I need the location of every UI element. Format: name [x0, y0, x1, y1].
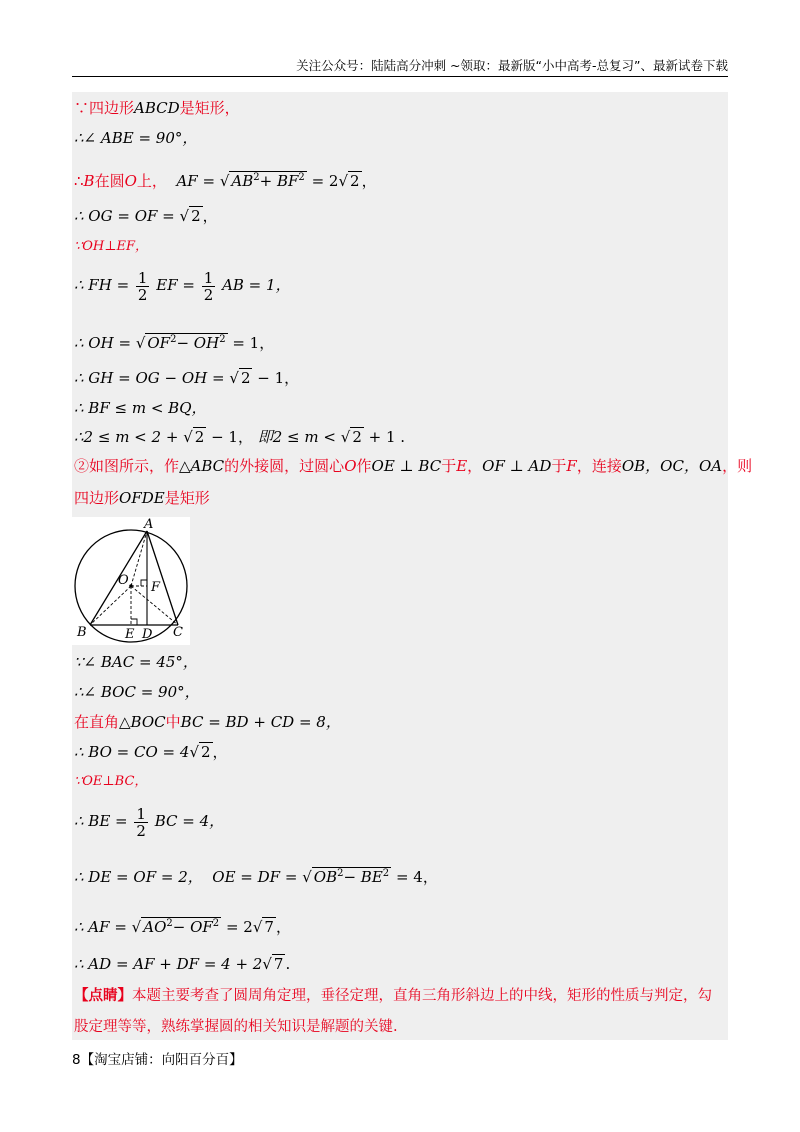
line-18: ∴ BE = $\frac{1}{2}$ BC = 4，: [74, 804, 225, 840]
line-19: ∴ DE = OF = 2， OE = DF = √ $OB^2- BE^2 = 4$，: [74, 868, 438, 886]
header-rule: [72, 76, 728, 77]
line-16: ∴ BO = CO = 4√ 2 ，: [74, 743, 228, 761]
line-10: ∴2 ≤ m < 2 + √ 2 − 1， 即2 ≤ m < √ 2 + 1 .: [74, 428, 406, 446]
label-D: D: [142, 627, 153, 642]
line-11: ②如图所示，作△ABC的外接圆，过圆心O作OE ⊥ BC于E，OF ⊥ AD于F，连接OB，OC，OA，则: [74, 457, 753, 475]
line-9: ∴ BF ≤ m < BQ，: [74, 399, 207, 417]
line-4: ∴ OG = OF = √ 2 ，: [74, 207, 218, 225]
comment-paragraph: [74, 980, 726, 1043]
comment-text: 本题主要考查了圆周角定理，垂径定理，直角三角形斜边上的中线，矩形的性质与判定，勾股定理等等，熟练掌握圆的相关知识是解题的关键.: [74, 988, 712, 1035]
line-1: ∵四边形ABCD是矩形，: [74, 99, 240, 117]
line-15: 在直角△BOC中BC = BD + CD = 8，: [74, 713, 341, 731]
line-8: ∴ GH = OG − OH = √ 2 − 1，: [74, 369, 300, 387]
line-20: ∴ AF = √ $AO^2- OF^2 = 2√$ 7 ，: [74, 918, 291, 936]
label-E: E: [125, 627, 135, 642]
line-17: ∵OE⊥BC，: [74, 774, 148, 789]
line-21: ∴ AD = AF + DF = 4 + 2√ 7 .: [74, 955, 291, 973]
page-footer: [72, 1048, 243, 1068]
line-14: ∴∠ BOC = 90°，: [74, 683, 200, 701]
page-header: 关注公众号：陆陆高分冲刺 ~领取：最新版“小中高考-总复习”、最新试卷下载: [296, 58, 728, 73]
page-number: 8: [72, 1052, 81, 1068]
footer-text: 【淘宝店铺：向阳百分百】: [80, 1052, 243, 1068]
line-7: ∴ OH = √ $OF^2- OH^2 = 1$，: [74, 334, 275, 352]
label-C: C: [173, 625, 183, 640]
geometry-diagram: [72, 517, 190, 645]
line-12: 四边形OFDE是矩形: [74, 489, 210, 507]
line-3: ∴B在圆O上， AF = √ $AB^2+ BF^2 = 2√$ 2 ，: [74, 172, 377, 190]
label-A: A: [144, 517, 154, 532]
comment-tag: 【点睛】: [74, 987, 132, 1004]
line-5: ∵OH⊥EF，: [74, 239, 149, 254]
line-6: ∴ FH = $\frac{1}{2}$ EF = $\frac{1}{2}$ AB = 1，: [74, 268, 291, 304]
label-B: B: [77, 625, 87, 640]
line-2: ∴∠ ABE = 90°，: [74, 129, 198, 147]
line-13: ∵∠ BAC = 45°，: [74, 653, 198, 671]
circumcircle-figure: [72, 517, 190, 645]
label-O: O: [118, 573, 129, 588]
label-F: F: [151, 580, 161, 595]
